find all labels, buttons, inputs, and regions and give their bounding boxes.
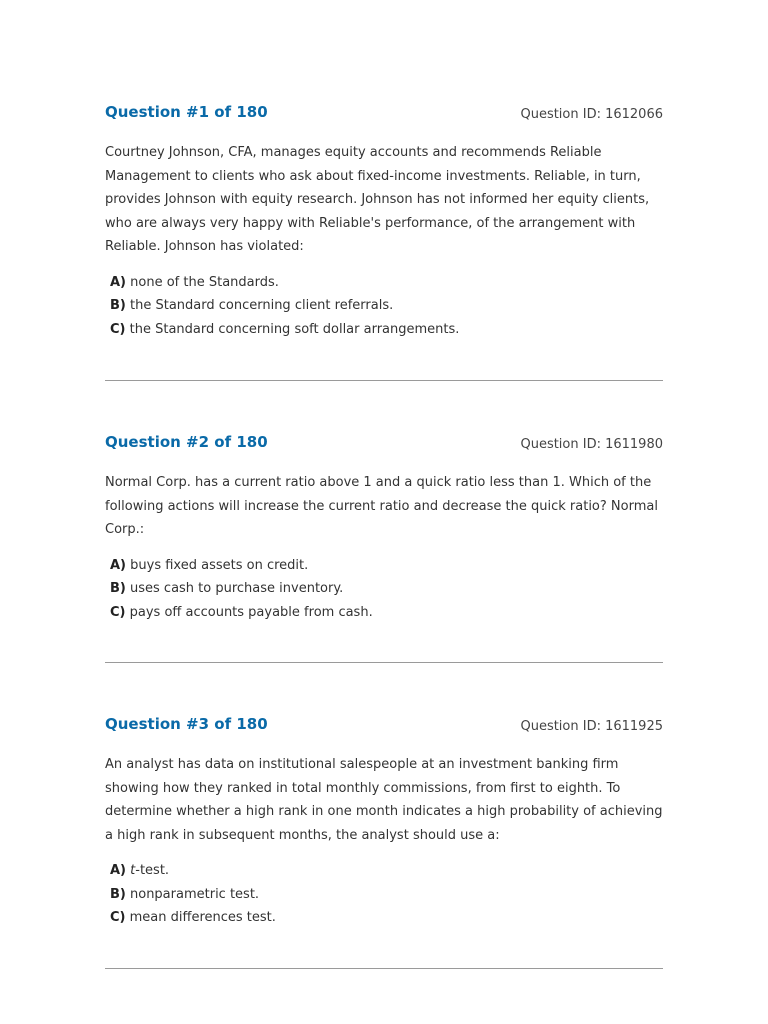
option-text: the Standard concerning soft dollar arrangements. bbox=[129, 321, 460, 337]
answer-option-c[interactable] bbox=[110, 601, 663, 625]
option-letter: C) bbox=[110, 321, 126, 337]
answer-option-c[interactable] bbox=[110, 318, 663, 342]
question-divider bbox=[105, 968, 663, 969]
question-divider bbox=[105, 380, 663, 381]
question-title: Question #1 of 180 bbox=[105, 103, 268, 121]
question-block-3 bbox=[105, 715, 663, 930]
answer-options bbox=[105, 271, 663, 342]
question-title: Question #3 of 180 bbox=[105, 715, 268, 733]
option-text: pays off accounts payable from cash. bbox=[129, 604, 373, 620]
option-letter: C) bbox=[110, 910, 126, 925]
option-text-italic: t bbox=[130, 863, 136, 878]
question-header bbox=[105, 103, 663, 127]
question-id: Question ID: 1612066 bbox=[520, 107, 663, 122]
question-text: An analyst has data on institutional salespeople at an investment banking firm showing how they ranked in total monthly commissions, from first to eighth. To determine whether a high rank in one month indicates a high probability of achieving a high rank in subsequent months, the analyst should use a: bbox=[105, 757, 663, 843]
answer-options bbox=[105, 859, 663, 930]
option-text: the Standard concerning client referrals. bbox=[130, 298, 394, 313]
question-id: Question ID: 1611925 bbox=[520, 719, 663, 734]
option-text: uses cash to purchase inventory. bbox=[130, 581, 344, 596]
answer-option-b[interactable] bbox=[110, 577, 663, 601]
answer-options bbox=[105, 554, 663, 625]
answer-option-c[interactable] bbox=[110, 906, 663, 930]
option-text: nonparametric test. bbox=[130, 886, 260, 902]
answer-option-a[interactable] bbox=[110, 554, 663, 578]
question-text: Courtney Johnson, CFA, manages equity accounts and recommends Reliable Management to clients who ask about fixed-income investments. Reliable, in turn, provides Johnson with equity research. Johnson has not informed her equity clients, who are always very happy with Reliable's performance, of the arrangement with Reliable. Johnson has violated: bbox=[105, 145, 650, 254]
option-text: buys fixed assets on credit. bbox=[130, 557, 309, 573]
option-letter: A) bbox=[110, 274, 127, 290]
question-block-1 bbox=[105, 103, 663, 341]
option-letter: A) bbox=[110, 557, 127, 573]
question-header bbox=[105, 715, 663, 739]
question-block-2 bbox=[105, 433, 663, 624]
option-text: none of the Standards. bbox=[130, 274, 279, 290]
option-letter: A) bbox=[110, 863, 127, 878]
option-text: mean differences test. bbox=[129, 910, 276, 925]
option-text bbox=[130, 863, 169, 878]
answer-option-a[interactable] bbox=[110, 859, 663, 883]
answer-option-b[interactable] bbox=[110, 883, 663, 907]
option-letter: B) bbox=[110, 886, 126, 902]
question-title: Question #2 of 180 bbox=[105, 433, 268, 451]
question-text: Normal Corp. has a current ratio above 1 and a quick ratio less than 1. Which of the following actions will increase the current ratio and decrease the quick ratio? Normal Corp.: bbox=[105, 475, 658, 537]
question-divider bbox=[105, 662, 663, 663]
option-letter: B) bbox=[110, 298, 126, 313]
option-letter: C) bbox=[110, 604, 126, 620]
answer-option-a[interactable] bbox=[110, 271, 663, 295]
answer-option-b[interactable] bbox=[110, 294, 663, 318]
question-header bbox=[105, 433, 663, 457]
option-text-rest: -test. bbox=[135, 863, 170, 878]
option-letter: B) bbox=[110, 581, 126, 596]
question-id: Question ID: 1611980 bbox=[520, 437, 663, 452]
